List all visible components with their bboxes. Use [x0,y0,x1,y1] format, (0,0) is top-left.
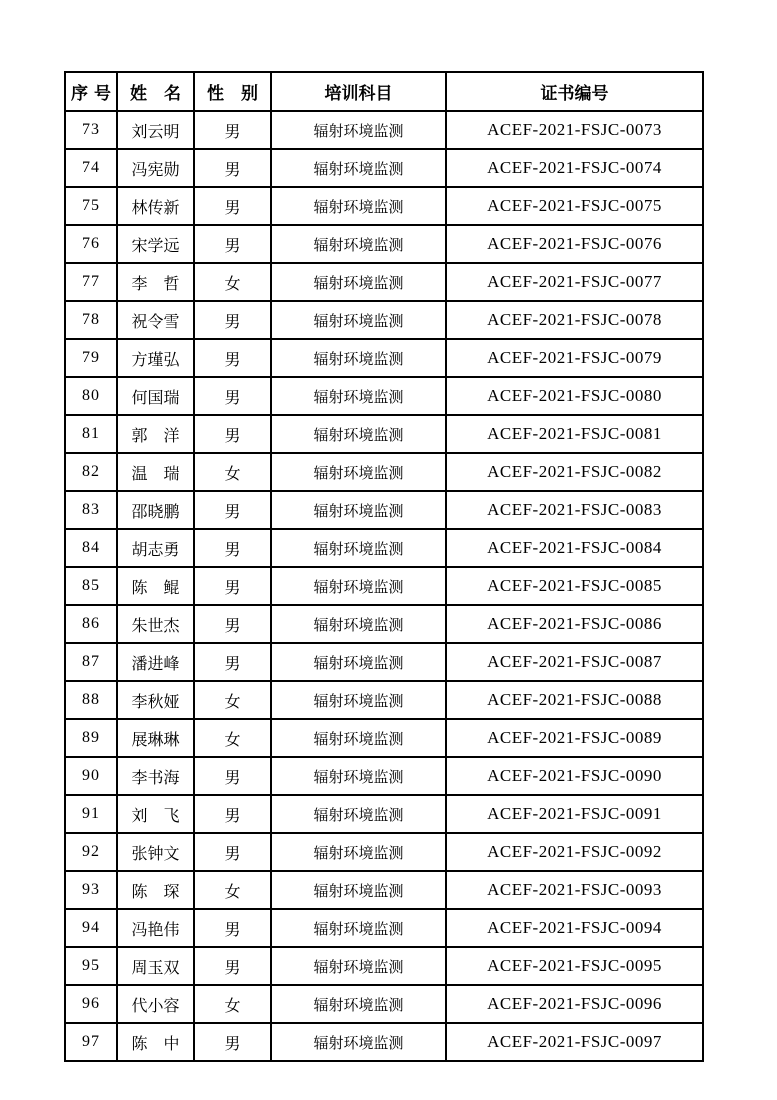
cell-gender: 女 [194,453,271,491]
table-row [65,453,703,491]
cell-certificate-number: ACEF-2021-FSJC-0078 [446,301,703,339]
header-name: 姓 名 [117,72,194,111]
cell-serial-number: 97 [65,1023,117,1061]
cell-certificate-number: ACEF-2021-FSJC-0093 [446,871,703,909]
cell-certificate-number: ACEF-2021-FSJC-0088 [446,681,703,719]
cell-certificate-number: ACEF-2021-FSJC-0089 [446,719,703,757]
cell-serial-number: 80 [65,377,117,415]
cell-gender: 男 [194,757,271,795]
cell-name: 刘云明 [117,111,194,149]
cell-training-subject: 辐射环境监测 [271,719,446,757]
table-row [65,833,703,871]
cell-training-subject: 辐射环境监测 [271,947,446,985]
cell-name: 展琳琳 [117,719,194,757]
cell-name: 郭 洋 [117,415,194,453]
cell-serial-number: 86 [65,605,117,643]
cell-serial-number: 87 [65,643,117,681]
header-row [65,72,703,111]
header-certificate-number: 证书编号 [446,72,703,111]
cell-name: 陈 琛 [117,871,194,909]
cell-certificate-number: ACEF-2021-FSJC-0076 [446,225,703,263]
cell-gender: 男 [194,225,271,263]
table-row [65,263,703,301]
table-row [65,415,703,453]
cell-name: 胡志勇 [117,529,194,567]
cell-gender: 男 [194,1023,271,1061]
cell-name: 何国瑞 [117,377,194,415]
cell-serial-number: 82 [65,453,117,491]
cell-gender: 男 [194,415,271,453]
header-training-subject: 培训科目 [271,72,446,111]
cell-certificate-number: ACEF-2021-FSJC-0081 [446,415,703,453]
cell-training-subject: 辐射环境监测 [271,681,446,719]
cell-gender: 女 [194,681,271,719]
cell-serial-number: 84 [65,529,117,567]
certificate-roster-table [64,71,704,1062]
cell-training-subject: 辐射环境监测 [271,529,446,567]
cell-name: 代小容 [117,985,194,1023]
cell-serial-number: 77 [65,263,117,301]
cell-certificate-number: ACEF-2021-FSJC-0079 [446,339,703,377]
cell-gender: 女 [194,719,271,757]
cell-name: 冯宪勋 [117,149,194,187]
cell-name: 方瑾弘 [117,339,194,377]
table-row [65,491,703,529]
cell-name: 宋学远 [117,225,194,263]
cell-gender: 男 [194,377,271,415]
cell-certificate-number: ACEF-2021-FSJC-0095 [446,947,703,985]
table-row [65,567,703,605]
cell-certificate-number: ACEF-2021-FSJC-0097 [446,1023,703,1061]
table-row [65,871,703,909]
cell-gender: 男 [194,339,271,377]
table-row [65,795,703,833]
cell-training-subject: 辐射环境监测 [271,111,446,149]
cell-gender: 男 [194,187,271,225]
table-row [65,225,703,263]
cell-training-subject: 辐射环境监测 [271,757,446,795]
cell-name: 李书海 [117,757,194,795]
table-row [65,301,703,339]
cell-training-subject: 辐射环境监测 [271,909,446,947]
cell-certificate-number: ACEF-2021-FSJC-0092 [446,833,703,871]
table-row [65,111,703,149]
cell-gender: 男 [194,567,271,605]
table-row [65,909,703,947]
cell-certificate-number: ACEF-2021-FSJC-0082 [446,453,703,491]
cell-certificate-number: ACEF-2021-FSJC-0094 [446,909,703,947]
cell-serial-number: 75 [65,187,117,225]
cell-serial-number: 78 [65,301,117,339]
cell-gender: 男 [194,909,271,947]
table-row [65,149,703,187]
cell-gender: 女 [194,263,271,301]
table-row [65,643,703,681]
cell-certificate-number: ACEF-2021-FSJC-0096 [446,985,703,1023]
cell-gender: 男 [194,491,271,529]
cell-training-subject: 辐射环境监测 [271,871,446,909]
cell-serial-number: 89 [65,719,117,757]
header-serial-number: 序 号 [65,72,117,111]
cell-certificate-number: ACEF-2021-FSJC-0075 [446,187,703,225]
cell-name: 祝令雪 [117,301,194,339]
cell-gender: 女 [194,985,271,1023]
cell-training-subject: 辐射环境监测 [271,795,446,833]
cell-name: 冯艳伟 [117,909,194,947]
cell-training-subject: 辐射环境监测 [271,1023,446,1061]
cell-serial-number: 91 [65,795,117,833]
cell-training-subject: 辐射环境监测 [271,985,446,1023]
cell-gender: 男 [194,301,271,339]
cell-training-subject: 辐射环境监测 [271,187,446,225]
cell-certificate-number: ACEF-2021-FSJC-0086 [446,605,703,643]
cell-name: 林传新 [117,187,194,225]
cell-gender: 男 [194,795,271,833]
cell-name: 陈 中 [117,1023,194,1061]
table-row [65,947,703,985]
cell-name: 李秋娅 [117,681,194,719]
cell-certificate-number: ACEF-2021-FSJC-0074 [446,149,703,187]
cell-gender: 男 [194,149,271,187]
cell-serial-number: 73 [65,111,117,149]
cell-serial-number: 93 [65,871,117,909]
cell-name: 李 哲 [117,263,194,301]
cell-training-subject: 辐射环境监测 [271,453,446,491]
cell-training-subject: 辐射环境监测 [271,339,446,377]
cell-name: 潘进峰 [117,643,194,681]
cell-training-subject: 辐射环境监测 [271,643,446,681]
cell-name: 朱世杰 [117,605,194,643]
cell-serial-number: 90 [65,757,117,795]
cell-certificate-number: ACEF-2021-FSJC-0084 [446,529,703,567]
cell-serial-number: 88 [65,681,117,719]
table-row [65,339,703,377]
table-row [65,1023,703,1061]
table-row [65,681,703,719]
cell-gender: 男 [194,605,271,643]
cell-certificate-number: ACEF-2021-FSJC-0073 [446,111,703,149]
cell-training-subject: 辐射环境监测 [271,415,446,453]
cell-serial-number: 81 [65,415,117,453]
cell-training-subject: 辐射环境监测 [271,263,446,301]
cell-serial-number: 94 [65,909,117,947]
cell-name: 周玉双 [117,947,194,985]
cell-training-subject: 辐射环境监测 [271,377,446,415]
cell-training-subject: 辐射环境监测 [271,605,446,643]
header-gender: 性 别 [194,72,271,111]
cell-serial-number: 92 [65,833,117,871]
cell-gender: 女 [194,871,271,909]
cell-training-subject: 辐射环境监测 [271,833,446,871]
cell-serial-number: 95 [65,947,117,985]
cell-serial-number: 76 [65,225,117,263]
cell-gender: 男 [194,643,271,681]
cell-gender: 男 [194,833,271,871]
cell-certificate-number: ACEF-2021-FSJC-0087 [446,643,703,681]
cell-training-subject: 辐射环境监测 [271,225,446,263]
cell-certificate-number: ACEF-2021-FSJC-0083 [446,491,703,529]
cell-training-subject: 辐射环境监测 [271,149,446,187]
cell-certificate-number: ACEF-2021-FSJC-0091 [446,795,703,833]
table-row [65,985,703,1023]
cell-name: 邵晓鹏 [117,491,194,529]
table-row [65,377,703,415]
table-row [65,757,703,795]
cell-certificate-number: ACEF-2021-FSJC-0090 [446,757,703,795]
table-row [65,529,703,567]
cell-name: 刘 飞 [117,795,194,833]
cell-name: 陈 鲲 [117,567,194,605]
table-row [65,187,703,225]
cell-serial-number: 74 [65,149,117,187]
table-row [65,719,703,757]
cell-certificate-number: ACEF-2021-FSJC-0080 [446,377,703,415]
cell-certificate-number: ACEF-2021-FSJC-0077 [446,263,703,301]
cell-serial-number: 96 [65,985,117,1023]
cell-gender: 男 [194,529,271,567]
cell-name: 张钟文 [117,833,194,871]
cell-name: 温 瑞 [117,453,194,491]
cell-serial-number: 85 [65,567,117,605]
cell-gender: 男 [194,111,271,149]
cell-training-subject: 辐射环境监测 [271,491,446,529]
cell-training-subject: 辐射环境监测 [271,567,446,605]
cell-certificate-number: ACEF-2021-FSJC-0085 [446,567,703,605]
cell-serial-number: 83 [65,491,117,529]
cell-serial-number: 79 [65,339,117,377]
table-row [65,605,703,643]
cell-training-subject: 辐射环境监测 [271,301,446,339]
cell-gender: 男 [194,947,271,985]
